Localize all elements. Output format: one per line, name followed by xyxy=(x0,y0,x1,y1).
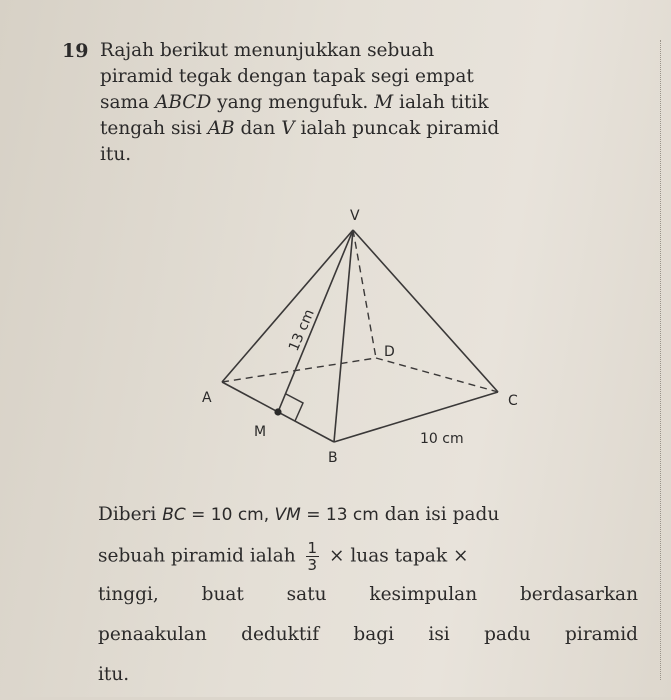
given-line-5: itu. xyxy=(98,664,130,685)
intro-line-2: piramid tegak dengan tapak segi empat xyxy=(100,66,474,87)
given-line-3: tinggi, buat satu kesimpulan berdasarkan xyxy=(98,584,638,605)
label-slant-13cm: 13 cm xyxy=(285,307,318,354)
point-M-dot xyxy=(274,408,281,415)
edge-VA xyxy=(222,230,353,382)
edge-BC xyxy=(334,392,498,442)
given-line-1: Diberi BC = 10 cm, VM = 13 cm dan isi padu xyxy=(98,504,500,525)
edge-VC xyxy=(353,230,498,392)
edge-VD xyxy=(353,230,376,358)
label-C: C xyxy=(508,393,518,409)
given-line-2: sebuah piramid ialah $\frac{1}{3}$ × luas tapak × xyxy=(98,539,469,574)
given-line-4: penaakulan deduktif bagi isi padu piramid xyxy=(98,624,638,645)
fraction-one-third: $\frac{1}{3}$ xyxy=(307,539,318,574)
given-statement xyxy=(98,500,638,700)
intro-line-5: itu. xyxy=(100,144,132,165)
page-edge-dots xyxy=(660,40,667,680)
intro-line-1: Rajah berikut menunjukkan sebuah xyxy=(100,40,435,61)
label-base-10cm: 10 cm xyxy=(420,431,464,447)
label-V: V xyxy=(350,208,360,224)
edge-DC xyxy=(376,358,498,392)
edge-VB xyxy=(334,230,353,442)
label-A: A xyxy=(202,390,212,406)
label-M: M xyxy=(254,424,267,440)
pyramid-diagram xyxy=(180,200,540,470)
question-number: 19 xyxy=(62,40,89,62)
label-B: B xyxy=(328,450,338,466)
slant-height-VM xyxy=(278,230,353,412)
label-D: D xyxy=(384,344,395,360)
intro-line-3: sama ABCD yang mengufuk. M ialah titik xyxy=(100,92,489,113)
question-intro xyxy=(100,38,620,168)
intro-line-4: tengah sisi AB dan V ialah puncak piramid xyxy=(100,118,500,139)
